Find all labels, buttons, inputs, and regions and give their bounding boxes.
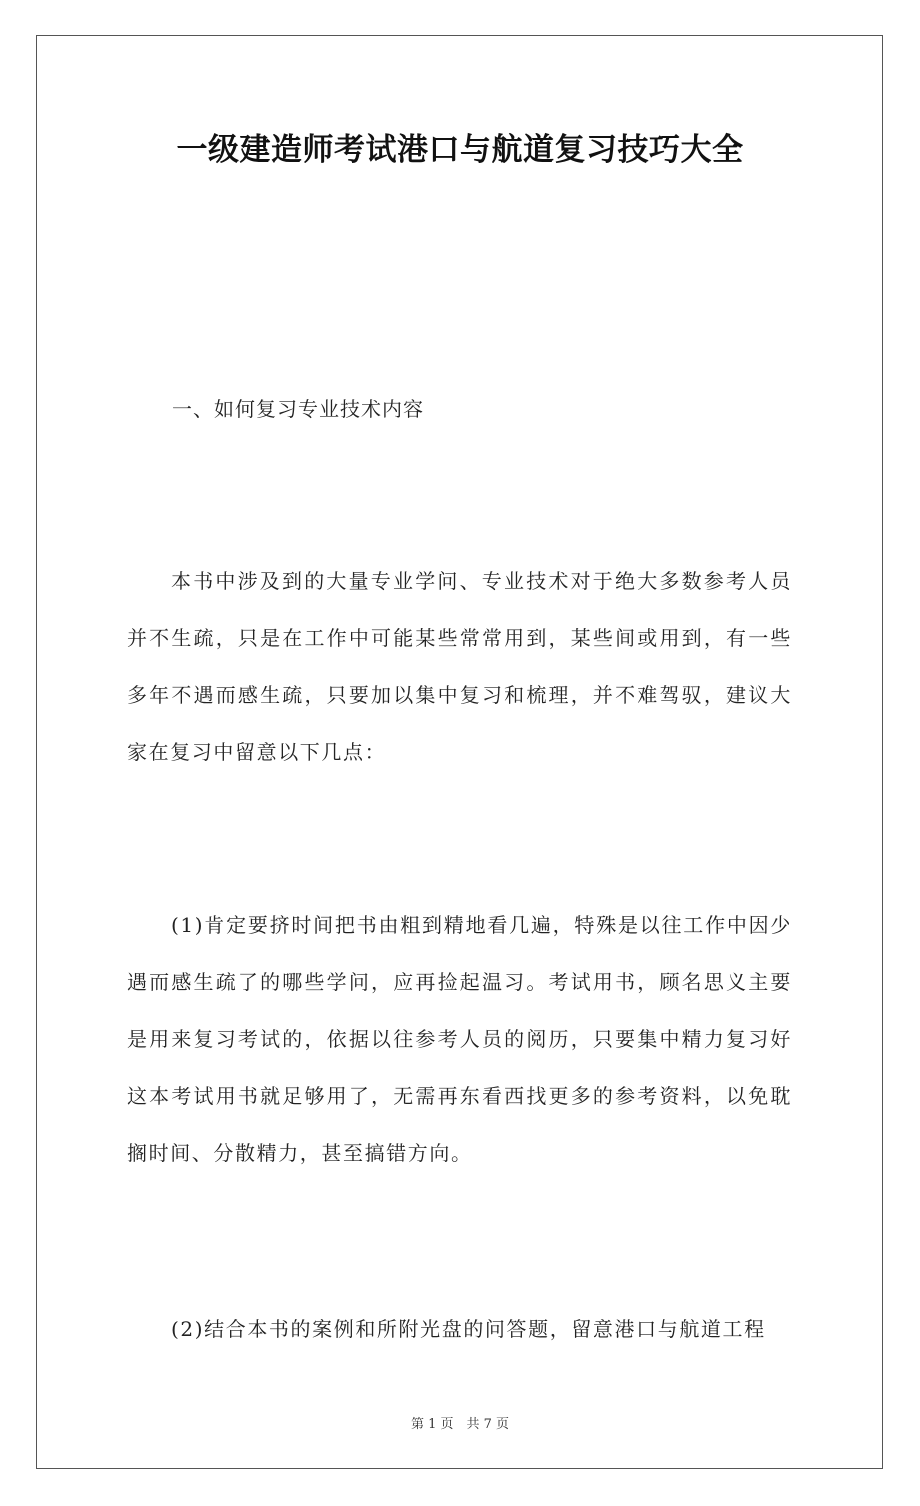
- section-heading: 一、如何复习专业技术内容: [172, 397, 424, 421]
- paragraph-intro: 本书中涉及到的大量专业学问、专业技术对于绝大多数参考人员并不生疏，只是在工作中可能某些常常用到，某些间或用到，有一些多年不遇而感生疏，只要加以集中复习和梳理，并不难驾驭，建议大家在复习中留意以下几点：: [127, 569, 792, 764]
- paragraph-point-1: (1)肯定要挤时间把书由粗到精地看几遍，特殊是以往工作中因少遇而感生疏了的哪些学问，应再捡起温习。考试用书，顾名思义主要是用来复习考试的，依据以往参考人员的阅历，只要集中精力复习好这本考试用书就足够用了，无需再东看西找更多的参考资料，以免耽搁时间、分散精力，甚至搞错方向。: [127, 913, 792, 1165]
- page-footer: 第 1 页 共 7 页: [410, 1417, 510, 1432]
- document-title: 一级建造师考试港口与航道复习技巧大全: [176, 132, 744, 168]
- paragraph-point-2: (2)结合本书的案例和所附光盘的问答题，留意港口与航道工程: [171, 1317, 766, 1341]
